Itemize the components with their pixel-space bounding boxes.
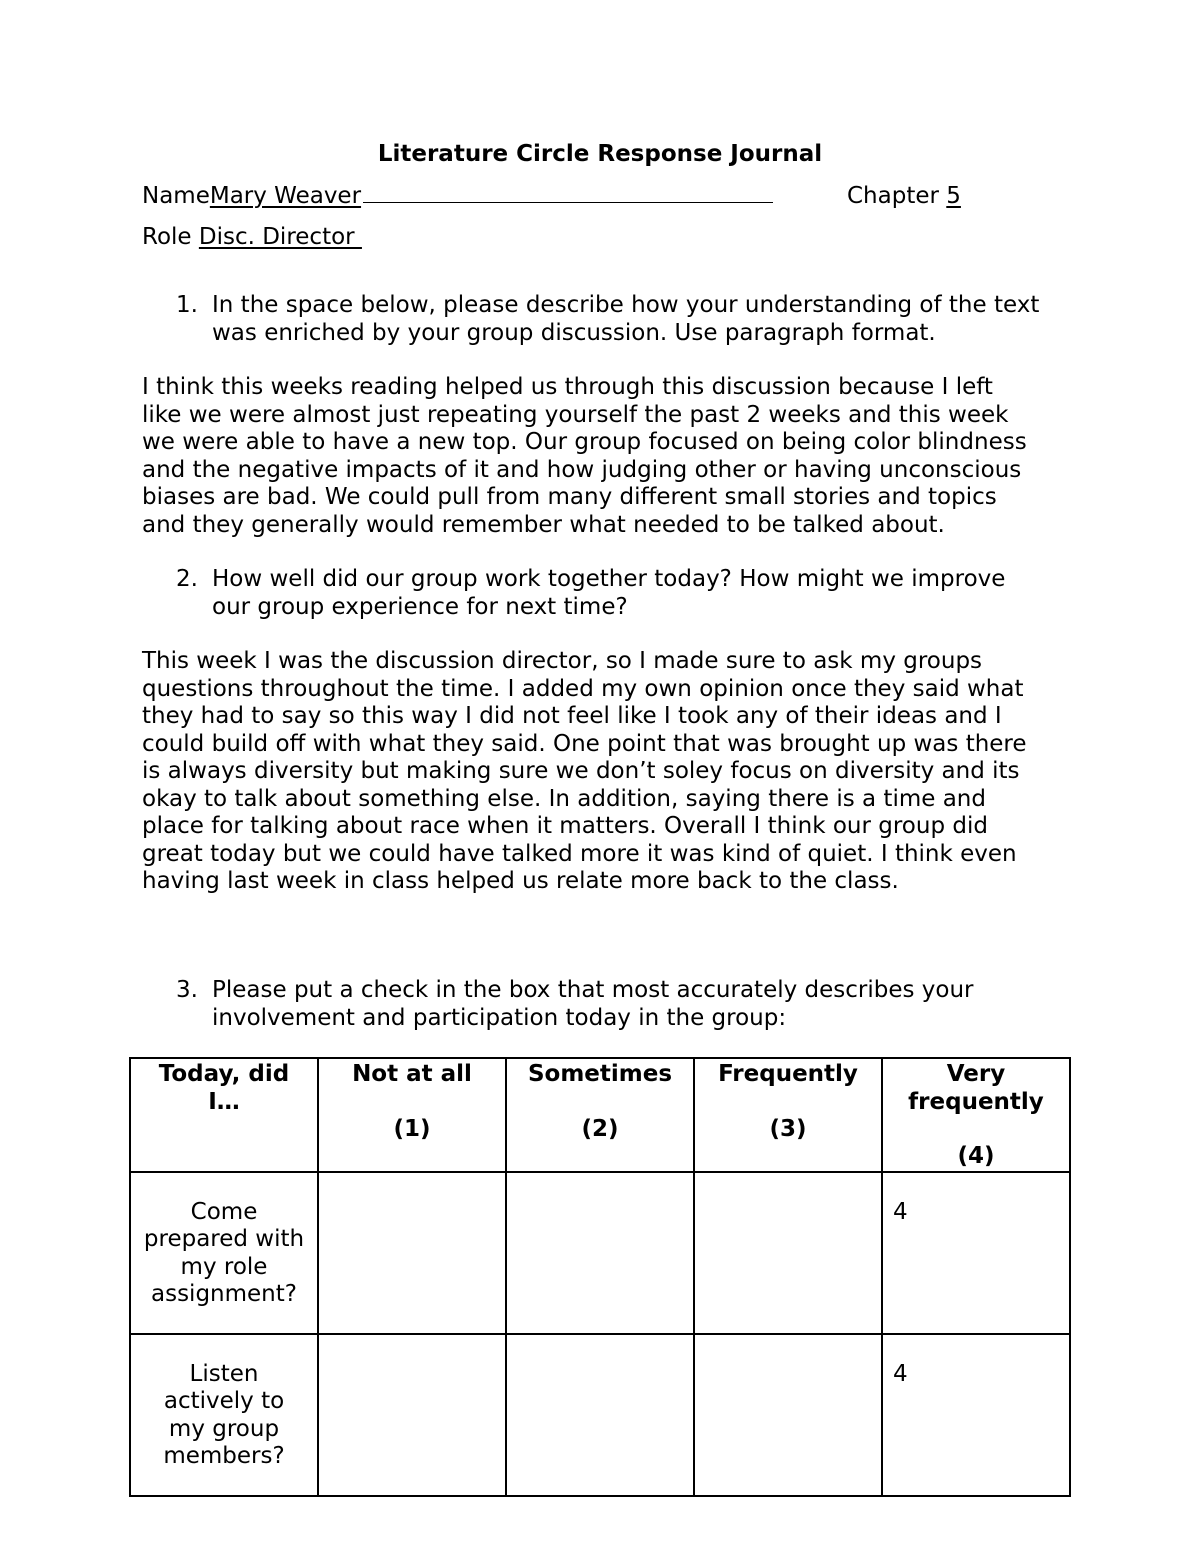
question-1-line-1: In the space below, please describe how your understanding of the text bbox=[212, 292, 1040, 318]
rating-cell[interactable] bbox=[506, 1334, 694, 1496]
header-score: (4) bbox=[957, 1143, 995, 1169]
name-label: Name bbox=[142, 183, 210, 209]
question-3-text bbox=[212, 977, 1082, 1032]
rating-cell[interactable] bbox=[318, 1334, 506, 1496]
table-row bbox=[130, 1334, 1070, 1496]
header-not-at-all bbox=[318, 1058, 506, 1172]
name-line bbox=[142, 183, 773, 211]
role-line bbox=[142, 224, 362, 252]
header-label: Frequently bbox=[718, 1061, 858, 1087]
question-2-text bbox=[212, 566, 1082, 621]
question-3-number: 3. bbox=[176, 977, 198, 1003]
rating-cell[interactable]: 4 bbox=[882, 1334, 1070, 1496]
question-3-line-1: Please put a check in the box that most accurately describes your bbox=[212, 977, 974, 1003]
row-question: Come prepared with my role assignment? bbox=[130, 1172, 318, 1334]
header-label: Not at all bbox=[352, 1061, 472, 1087]
chapter-value[interactable]: 5 bbox=[946, 183, 961, 209]
rating-cell[interactable] bbox=[506, 1172, 694, 1334]
name-value[interactable]: Mary Weaver bbox=[209, 183, 362, 209]
page-title: Literature Circle Response Journal bbox=[377, 141, 823, 167]
header-frequently bbox=[694, 1058, 882, 1172]
header-today-did-i bbox=[130, 1058, 318, 1172]
header-score: (2) bbox=[581, 1115, 619, 1142]
answer-1[interactable]: I think this weeks reading helped us through this discussion because I left like we were almost just repeating yourself the past 2 weeks and this week we were able to have a new top. Our group focused on being color blindness and the negative impacts of it and how judging other or having unconscious biases are bad. We could pull from many different small stories and topics and they generally would remember what needed to be talked about. bbox=[142, 374, 1027, 538]
header-label: Sometimes bbox=[527, 1061, 673, 1087]
rating-cell[interactable]: 4 bbox=[882, 1172, 1070, 1334]
chapter-label: Chapter bbox=[847, 183, 939, 209]
participation-table bbox=[129, 1057, 1071, 1497]
question-3-line-2: involvement and participation today in the group: bbox=[212, 1004, 787, 1031]
question-2-number: 2. bbox=[176, 566, 198, 592]
header-label: Today, did I… bbox=[158, 1061, 290, 1115]
role-label: Role bbox=[142, 224, 192, 250]
header-score: (1) bbox=[393, 1115, 431, 1142]
header-label: Very frequently bbox=[908, 1061, 1044, 1115]
row-question: Listen actively to my group members? bbox=[130, 1334, 318, 1496]
answer-2[interactable]: This week I was the discussion director, so I made sure to ask my groups questions throughout the time. I added my own opinion once they said what they had to say so this way I did not feel like I took any of their ideas and I could build off with what they said. One point that was brought up was there is always diversity but making sure we don’t soley focus on diversity and its okay to talk about something else. In addition, saying there is a time and place for talking about race when it matters. Overall I think our group did great today but we could have talked more it was kind of quiet. I think even having last week in class helped us relate more back to the class. bbox=[142, 648, 1027, 894]
header-very-frequently bbox=[882, 1058, 1070, 1172]
question-1-text bbox=[212, 292, 1082, 347]
role-value[interactable]: Disc. Director bbox=[198, 224, 362, 250]
question-2-line-2: our group experience for next time? bbox=[212, 593, 628, 620]
table-header-row bbox=[130, 1058, 1070, 1172]
table-row bbox=[130, 1172, 1070, 1334]
question-1-number: 1. bbox=[176, 292, 198, 318]
name-underline bbox=[363, 201, 773, 203]
chapter-line bbox=[847, 183, 961, 211]
question-2-line-1: How well did our group work together today? How might we improve bbox=[212, 566, 1006, 592]
rating-cell[interactable] bbox=[694, 1172, 882, 1334]
header-sometimes bbox=[506, 1058, 694, 1172]
question-1-line-2: was enriched by your group discussion. Use paragraph format. bbox=[212, 319, 936, 346]
rating-cell[interactable] bbox=[318, 1172, 506, 1334]
rating-cell[interactable] bbox=[694, 1334, 882, 1496]
header-score: (3) bbox=[769, 1115, 807, 1142]
